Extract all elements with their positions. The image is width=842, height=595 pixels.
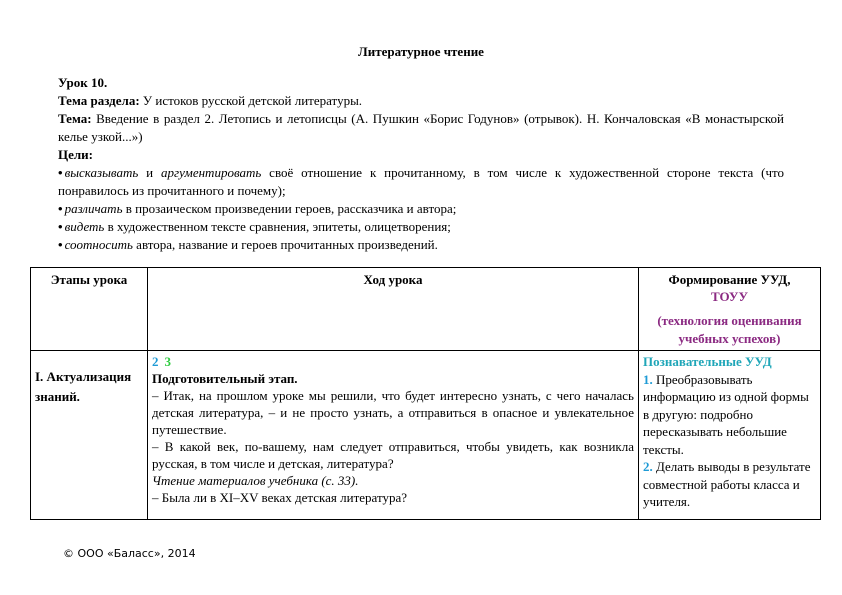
flow-paragraph: – В какой век, по-вашему, нам следует отправиться, чтобы увидеть, как возникла русская, в том числе и детская, литература? [152,439,634,471]
goal-text: в прозаическом произведении героев, рассказчика и автора; [122,201,457,216]
topic-line [58,110,784,146]
copyright-footer: © ООО «Баласс», 2014 [63,547,196,560]
header-uud-sub: (технология оценивания учебных успехов) [657,313,802,346]
goal-item [58,164,784,200]
flow-paragraph: Чтение материалов учебника (с. 33). [152,473,359,488]
goal-verb: высказывать [64,165,139,180]
flow-paragraph: – Была ли в XI–XV веках детская литература? [152,490,408,505]
lesson-table [30,267,821,520]
stage-cell: I. Актуализация знаний. [31,351,148,520]
section-line [58,92,784,110]
goals-label: Цели: [58,147,93,162]
uud-item-text: Делать выводы в результате совместной работы класса и учителя. [643,459,811,509]
goal-verb: видеть [64,219,105,234]
goal-connector: и [138,165,162,180]
slide-number: 3 [164,354,171,369]
goal-text: в художественном тексте сравнения, эпитеты, олицетворения; [104,219,451,234]
header-uud [639,268,821,351]
uud-item-number: 2. [643,459,653,474]
uud-item [643,371,816,459]
lesson-header [58,74,784,254]
section-value: У истоков русской детской литературы. [142,93,363,108]
goal-item [58,218,784,236]
slide-number: 2 [152,354,159,369]
goal-item [58,200,784,218]
uud-item-number: 1. [643,371,653,387]
lesson-flow-cell [148,351,639,520]
uud-item-text: Преобразовывать информацию из одной формы в другую: подробно пересказывать небольшие тексты. [643,371,809,457]
lesson-number: Урок 10. [58,75,108,90]
goal-item [58,236,784,254]
header-stages: Этапы урока [31,268,148,351]
document-title: Литературное чтение [358,44,484,59]
header-lesson-flow: Ход урока [148,268,639,351]
header-uud-title: Формирование УУД, [668,272,791,287]
header-uud-tech: ТОУУ [711,289,748,304]
goal-verb: аргументировать [161,165,262,180]
uud-cell [639,351,821,520]
topic-value: Введение в раздел 2. Летопись и летописцы (А. Пушкин «Борис Годунов» (отрывок). Н. Кончаловская «В монастырской келье узкой...») [58,111,785,144]
step-title: Подготовительный этап. [152,371,298,386]
table-header-row [31,268,821,351]
topic-label: Тема: [58,111,92,126]
uud-item [643,458,816,511]
goal-text: автора, название и героев прочитанных произведений. [132,237,438,252]
goal-text: своё отношение к прочитанному, в том числе к художественной стороне текста (что понравилось из прочитанного и почему); [58,165,784,198]
flow-paragraph: – Итак, на прошлом уроке мы решили, что будет интересно узнать, с чего началась детская литература, – и не просто узнать, а отправиться в опасное и увлекательное путешествие. [152,388,634,437]
slide-numbers [152,353,634,370]
goal-verb: различать [64,201,123,216]
table-row [31,351,821,520]
goal-verb: соотносить [64,237,133,252]
uud-category: Познавательные УУД [643,354,772,369]
section-label: Тема раздела: [58,93,140,108]
